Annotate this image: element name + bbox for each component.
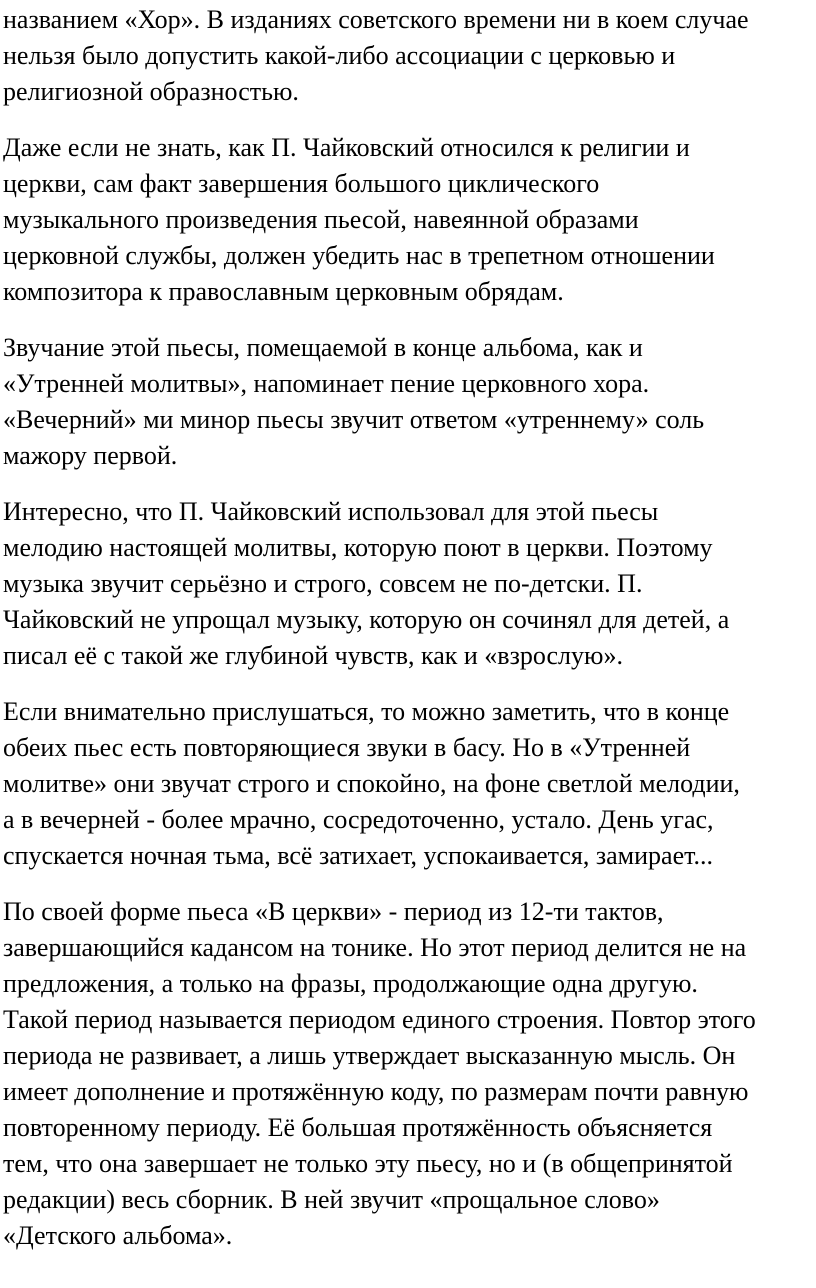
paragraph-2: Даже если не знать, как П. Чайковский относился к религии и церкви, сам факт завершения большого циклического музыкального произведения пьесой, навеянной образами церковной службы, должен убедить нас в трепетном отношении композитора к православным церковным обрядам.: [3, 133, 715, 306]
paragraph-5: Если внимательно прислушаться, то можно заметить, что в конце обеих пьес есть повторяющиеся звуки в басу. Но в «Утренней молитве» они звучат строго и спокойно, на фоне светлой мелодии, а в вечерней - более мрачно, сосредоточенно, устало. День угас, спускается ночная тьма, всё затихает, успокаивается, замирает...: [3, 697, 740, 870]
paragraph-3: Звучание этой пьесы, помещаемой в конце альбома, как и «Утренней молитвы», напоминает пение церковного хора. «Вечерний» ми минор пьесы звучит ответом «утреннему» соль мажору первой.: [3, 333, 705, 470]
paragraph-4: Интересно, что П. Чайковский использовал для этой пьесы мелодию настоящей молитвы, которую поют в церкви. Поэтому музыка звучит серьёзно и строго, совсем не по-детски. П. Чайковский не упрощал музыку, которую он сочинял для детей, а писал её с такой же глубиной чувств, как и «взрослую».: [3, 497, 730, 670]
paragraph-1: названием «Хор». В изданиях советского времени ни в коем случае нельзя было допустить какой-либо ассоциации с церковью и религиозной образностью.: [3, 5, 749, 106]
paragraph-6: По своей форме пьеса «В церкви» - период из 12-ти тактов, завершающийся кадансом на тонике. Но этот период делится не на предложения, а только на фразы, продолжающие одна другую. Такой период называется периодом единого строения. Повтор этого периода не развивает, а лишь утверждает высказанную мысль. Он имеет дополнение и протяжённую коду, по размерам почти равную повторенному периоду. Её большая протяжённость объясняется тем, что она завершает не только эту пьесу, но и (в общепринятой редакции) весь сборник. В ней звучит «прощальное слово» «Детского альбома».: [3, 897, 756, 1250]
